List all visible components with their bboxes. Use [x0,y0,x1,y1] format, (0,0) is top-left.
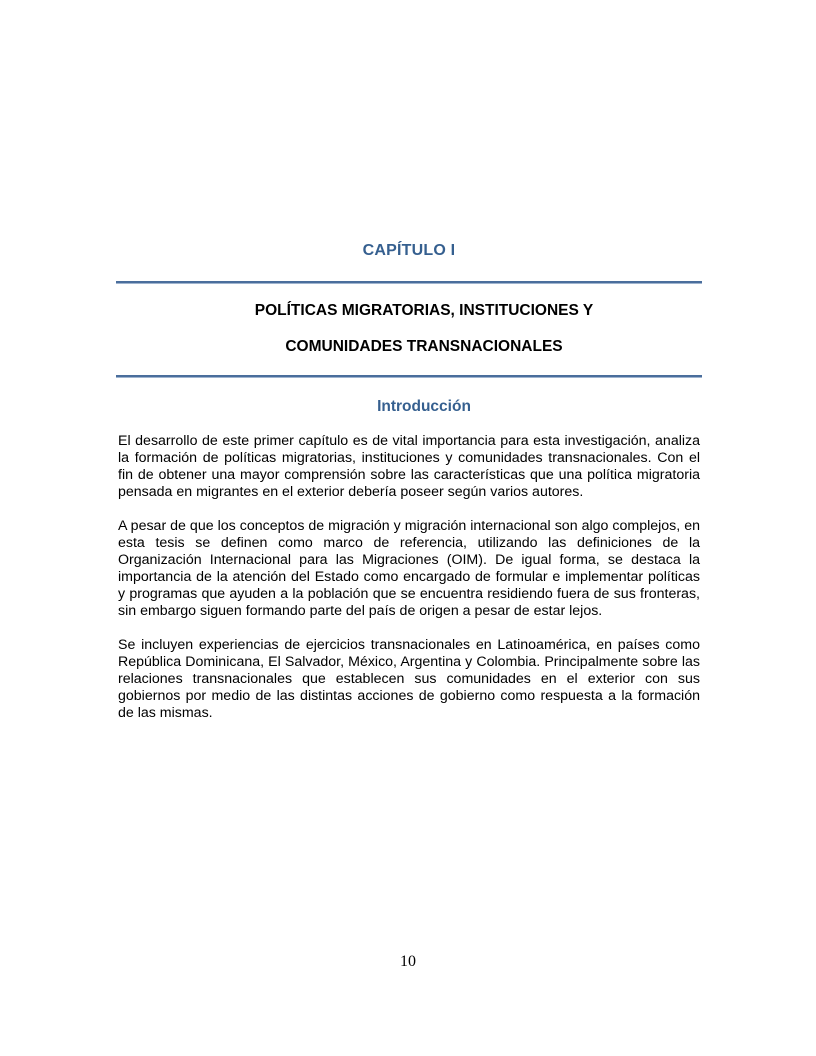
main-title-line-2: COMUNIDADES TRANSNACIONALES [285,338,563,355]
section-heading: Introducción [377,398,471,415]
chapter-title: CAPÍTULO I [362,242,456,259]
top-divider [116,281,702,283]
main-title-line-1: POLÍTICAS MIGRATORIAS, INSTITUCIONES Y [254,302,594,319]
page-number: 10 [400,953,416,970]
bottom-divider [116,375,702,377]
paragraph-2: A pesar de que los conceptos de migración y migración internacional son algo complejos, en esta tesis se definen como marco de referencia, utilizando las definiciones de la Organización Internacional para las Migraciones (OIM). De igual forma, se destaca la importancia de la atención del Estado como encargado de formular e implementar políticas y programas que ayuden a la población que se encuentra residiendo fuera de sus fronteras, sin embargo siguen formando parte del país de origen a pesar de estar lejos. [118,518,700,619]
paragraph-3: Se incluyen experiencias de ejercicios transnacionales en Latinoamérica, en países como República Dominicana, El Salvador, México, Argentina y Colombia. Principalmente sobre las relaciones transnacionales que establecen sus comunidades en el exterior con sus gobiernos por medio de las distintas acciones de gobierno como respuesta a la formación de las mismas. [118,637,700,721]
body-text [118,433,700,739]
paragraph-1: El desarrollo de este primer capítulo es de vital importancia para esta investigación, analiza la formación de políticas migratorias, instituciones y comunidades transnacionales. Con el fin de obtener una mayor comprensión sobre las características que una política migratoria pensada en migrantes en el exterior debería poseer según varios autores. [118,433,700,500]
